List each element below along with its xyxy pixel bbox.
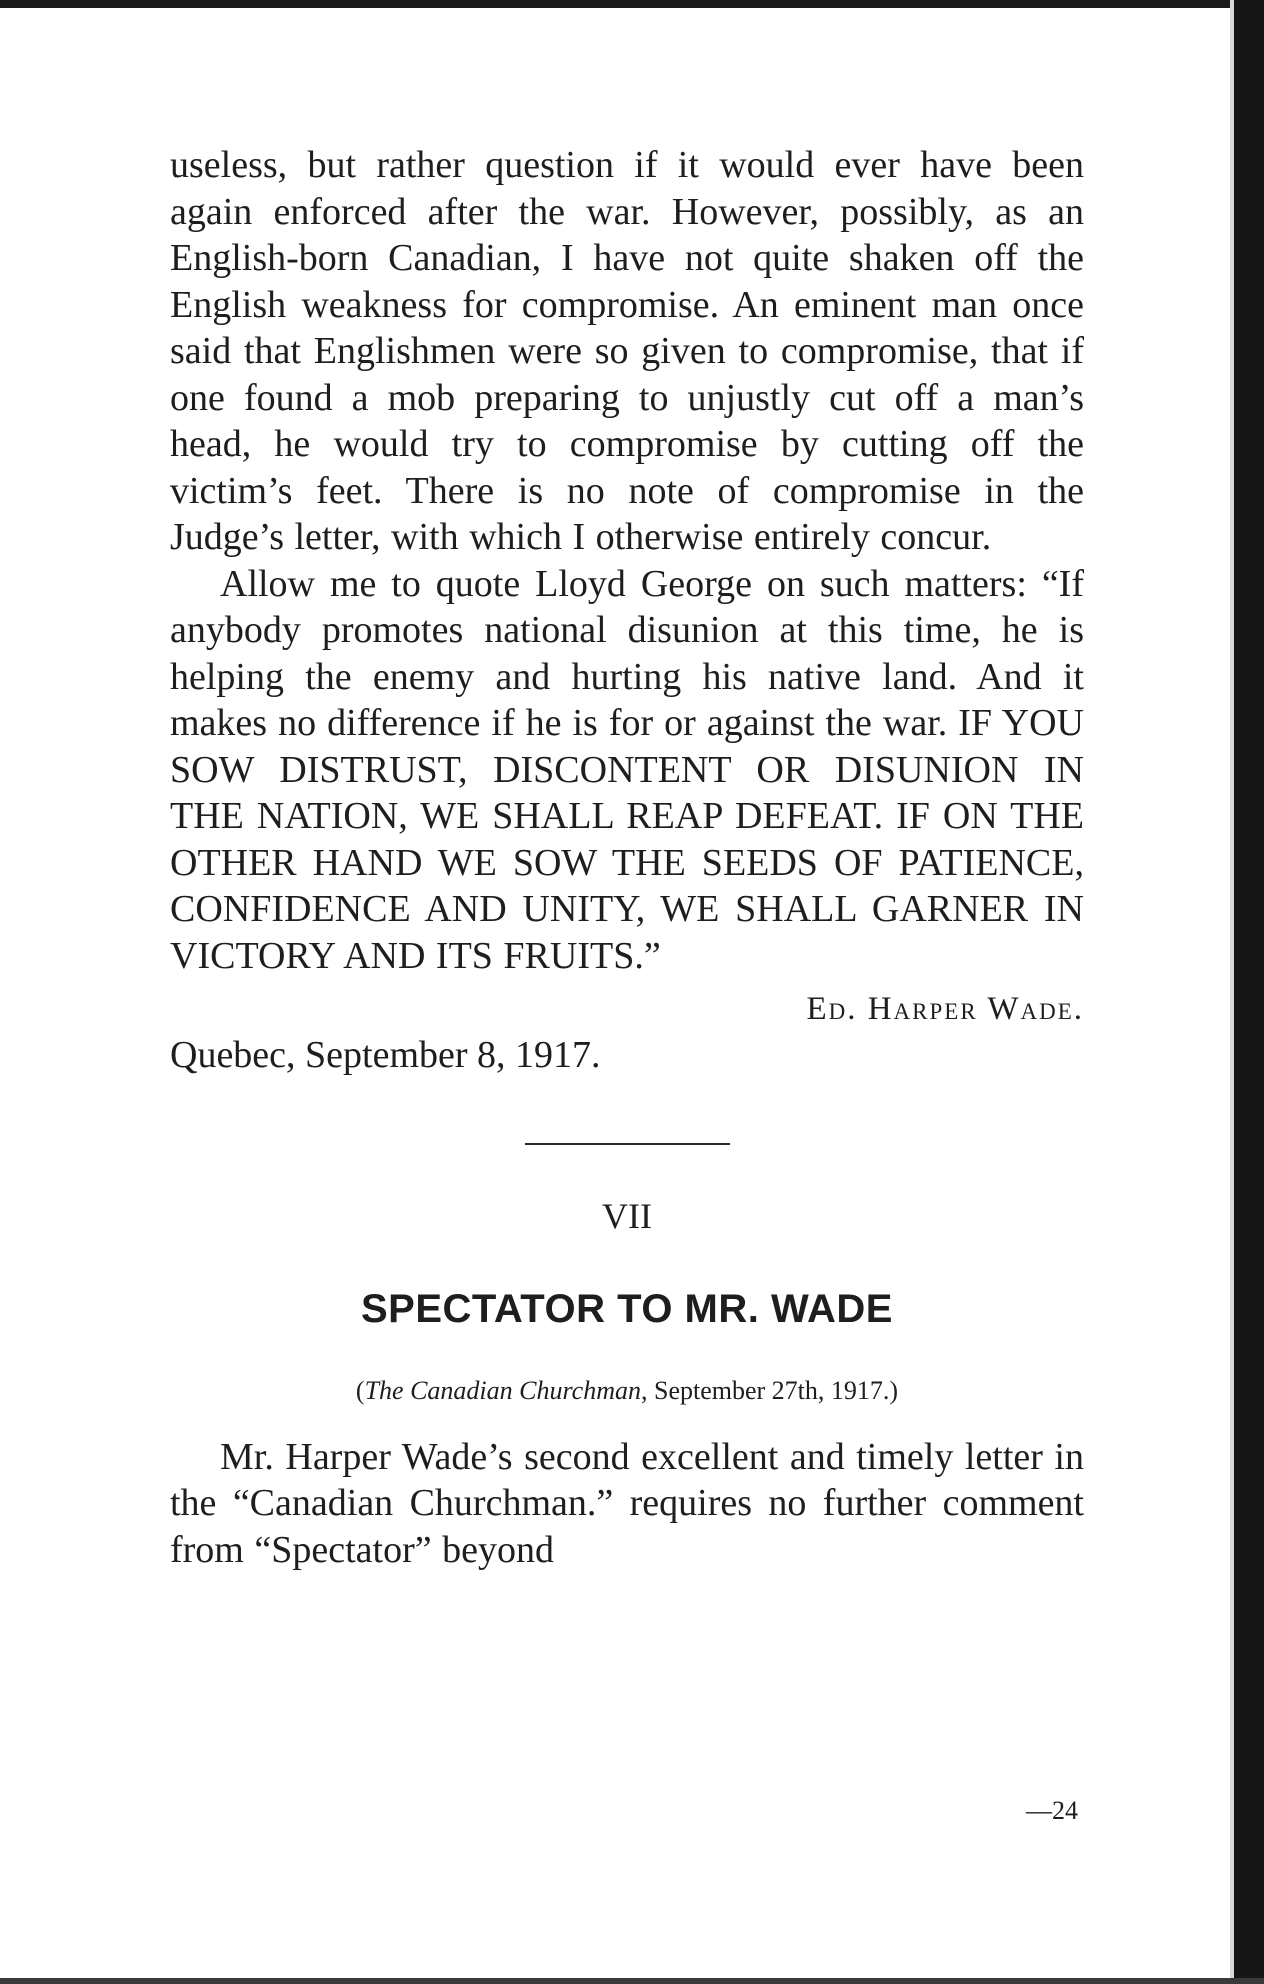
section-paragraph: Mr. Harper Wade’s second excellent and timely letter in the “Canadian Churchman.” requires no further comment from “Spectator” beyond — [170, 1435, 1084, 1571]
section-source — [170, 1376, 1084, 1406]
section-divider — [525, 1143, 730, 1145]
letter-paragraph-quote: Allow me to quote Lloyd George on such matters: “If anybody promotes national disunion at this time, he is helping the enemy and hurting his native land. And it makes no difference if he is for or against the war. IF YOU SOW DISTRUST, DISCONTENT OR DISUNION IN THE NATION, WE SHALL REAP DEFEAT. IF ON THE OTHER HAND WE SOW THE SEEDS OF PATIENCE, CONFIDENCE AND UNITY, WE SHALL GARNER IN VICTORY AND ITS FRUITS.” — [170, 562, 1084, 977]
scan-bottom-border — [0, 1978, 1264, 1984]
letter-paragraph-continued: useless, but rather question if it would ever have been again enforced after the war. However, possibly, as an English-born Canadian, I have not quite shaken off the English weakness for compromise. An eminent man once said that Englishmen were so given to compromise, that if one found a mob preparing to unjustly cut off a man’s head, he would try to compromise by cutting off the victim’s feet. There is no note of compromise in the Judge’s letter, with which I otherwise entirely concur. — [170, 144, 1084, 558]
scan-top-border — [0, 0, 1264, 8]
letter-signature: Ed. Harper Wade. — [806, 991, 1084, 1027]
letter-dateline: Quebec, September 8, 1917. — [170, 1034, 601, 1076]
scan-right-border — [1234, 0, 1264, 1984]
section-number: VII — [602, 1195, 652, 1236]
page-number: —24 — [1026, 1796, 1078, 1825]
page-content — [170, 142, 1084, 1573]
source-publication: The Canadian Churchman — [364, 1375, 641, 1405]
section-title: SPECTATOR TO MR. WADE — [360, 1286, 893, 1331]
source-open-paren: ( — [355, 1375, 365, 1405]
source-date: , September 27th, 1917.) — [640, 1375, 899, 1405]
